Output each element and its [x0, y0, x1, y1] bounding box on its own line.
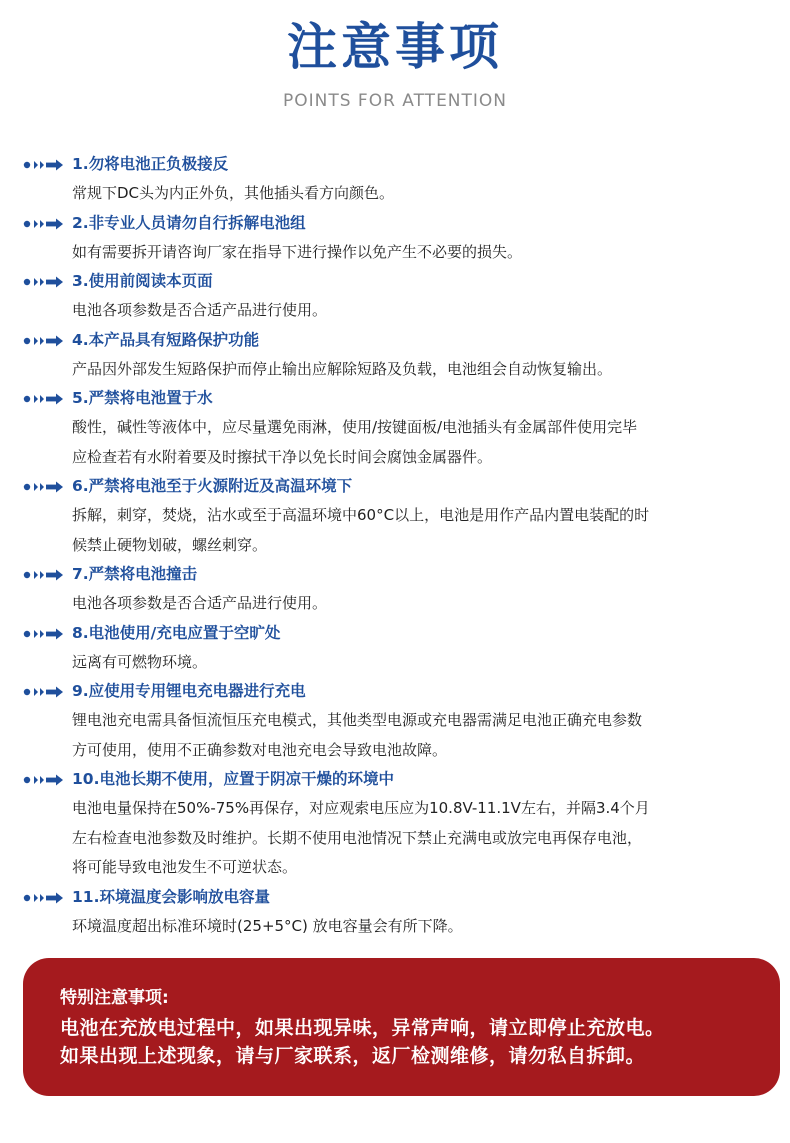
item-title: 6.严禁将电池至于火源附近及高温环境下	[72, 477, 353, 495]
list-item	[0, 150, 790, 209]
item-title: 7.严禁将电池撞击	[72, 565, 198, 583]
item-description: 电池电量保持在50%-75%再保存，对应观索电压应为10.8V-11.1V左右，并隔3.4个月	[72, 799, 650, 817]
arrow-bullet-icon	[22, 276, 64, 288]
arrow-bullet-icon	[22, 481, 64, 493]
list-item	[0, 883, 790, 942]
list-item	[0, 209, 790, 268]
item-heading	[0, 472, 790, 501]
item-title: 10.电池长期不使用，应置于阴凉干燥的环境中	[72, 770, 394, 788]
item-title: 5.严禁将电池置于水	[72, 389, 213, 407]
arrow-bullet-icon	[22, 218, 64, 230]
item-description: 如有需要拆开请咨询厂家在指导下进行操作以免产生不必要的损失。	[72, 242, 523, 261]
item-title: 3.使用前阅读本页面	[72, 272, 213, 290]
arrow-bullet-icon	[22, 686, 64, 698]
page-subtitle: POINTS FOR ATTENTION	[282, 91, 508, 111]
item-description: 酸性，碱性等液体中，应尽量選免雨淋，使用/按键面板/电池插头有金属部件使用完毕	[72, 418, 638, 436]
list-item	[0, 326, 790, 385]
arrow-bullet-icon	[22, 393, 64, 405]
item-heading	[0, 267, 790, 296]
item-heading	[0, 883, 790, 912]
item-description: 将可能导致电池发生不可逆状态。	[72, 858, 298, 876]
list-item	[0, 765, 790, 883]
item-description: 常规下DC头为内正外负，其他插头看方向颜色。	[72, 184, 395, 202]
item-description: 环境温度超出标准环境时(25+5°C) 放电容量会有所下降。	[72, 916, 463, 935]
list-item	[0, 560, 790, 619]
item-heading	[0, 677, 790, 706]
item-description: 电池各项参数是否合适产品进行使用。	[72, 301, 328, 319]
item-title: 8.电池使用/充电应置于空旷处	[72, 623, 281, 642]
arrow-bullet-icon	[22, 159, 64, 171]
special-warning-panel	[23, 958, 780, 1096]
list-item	[0, 677, 790, 765]
warning-title: 特别注意事项:	[60, 988, 169, 1008]
item-title: 11.环境温度会影响放电容量	[72, 887, 270, 906]
list-item	[0, 384, 790, 472]
item-heading	[0, 765, 790, 794]
list-item	[0, 619, 790, 678]
arrow-bullet-icon	[22, 628, 64, 640]
item-title: 1.勿将电池正负极接反	[72, 155, 229, 173]
item-heading	[0, 150, 790, 179]
item-heading	[0, 326, 790, 355]
item-title: 9.应使用专用锂电充电器进行充电	[72, 682, 306, 700]
item-heading	[0, 209, 790, 238]
item-description: 方可使用，使用不正确参数对电池充电会导致电池故障。	[72, 740, 448, 759]
item-heading	[0, 384, 790, 413]
item-description: 左右检查电池参数及时维护。长期不使用电池情况下禁止充满电或放完电再保存电池，	[72, 828, 643, 847]
warning-line-2: 如果出现上述现象，请与厂家联系，返厂检测维修，请勿私自拆卸。	[60, 1045, 646, 1067]
item-description: 锂电池充电需具备恒流恒压充电模式，其他类型电源或充电器需满足电池正确充电参数	[72, 711, 643, 729]
item-heading	[0, 619, 790, 648]
list-item	[0, 472, 790, 560]
arrow-bullet-icon	[22, 892, 64, 904]
item-title: 4.本产品具有短路保护功能	[72, 330, 260, 349]
item-description: 产品因外部发生短路保护而停止输出应解除短路及负载，电池组会自动恢复输出。	[72, 359, 613, 378]
warning-line-1: 电池在充放电过程中，如果出现异味，异常声响，请立即停止充放电。	[60, 1017, 665, 1039]
page-title: 注意事项	[287, 18, 503, 76]
arrow-bullet-icon	[22, 569, 64, 581]
item-description: 拆解，刺穿，焚烧，沾水或至于高温环境中60°C以上，电池是用作产品内置电装配的时	[72, 506, 650, 524]
arrow-bullet-icon	[22, 774, 64, 786]
item-heading	[0, 560, 790, 589]
item-title: 2.非专业人员请勿自行拆解电池组	[72, 213, 306, 232]
item-description: 电池各项参数是否合适产品进行使用。	[72, 594, 328, 612]
list-item	[0, 267, 790, 326]
arrow-bullet-icon	[22, 335, 64, 347]
item-description: 应检查若有水附着要及时擦拭干净以免长时间会腐蚀金属器件。	[72, 447, 493, 466]
item-description: 远离有可燃物环境。	[72, 652, 208, 671]
attention-list	[0, 150, 790, 941]
item-description: 候禁止硬物划破，螺丝刺穿。	[72, 535, 268, 554]
